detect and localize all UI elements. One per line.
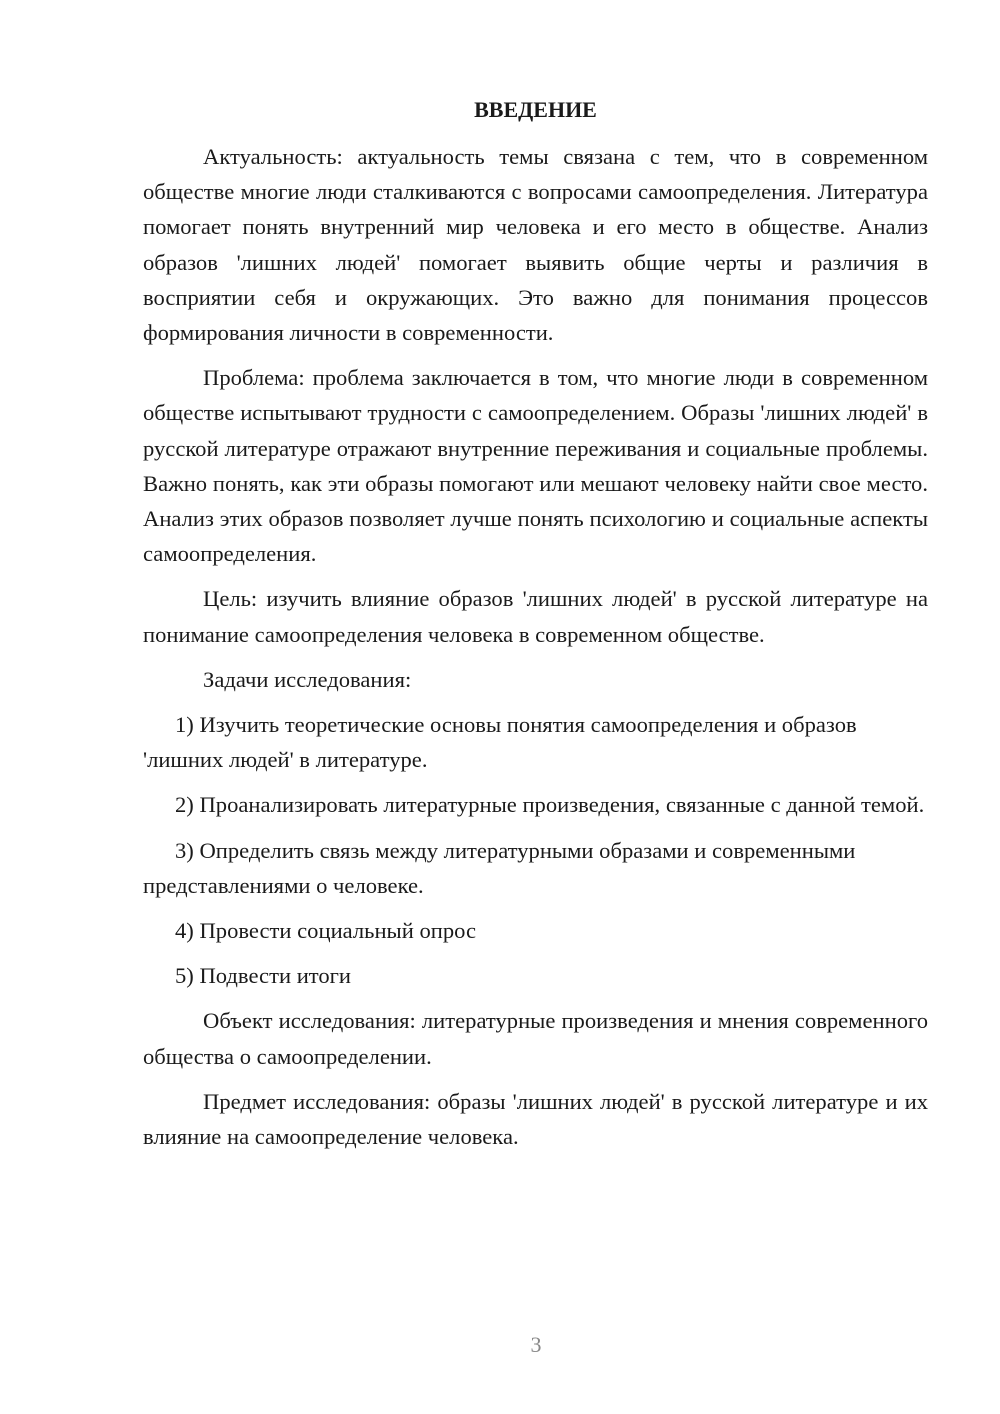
task-item: 4) Провести социальный опрос [175, 918, 477, 944]
paragraph-goal: Цель: изучить влияние образов 'лишних людей' в русской литературе на понимание самоопределения человека в современном обществе. [143, 586, 928, 647]
paragraph-object: Объект исследования: литературные произведения и мнения современного общества о самоопределении. [143, 1008, 928, 1069]
task-item: 3) Определить связь между литературными образами и современными представлениями о человеке. [143, 837, 856, 898]
page-number: 3 [530, 1332, 542, 1357]
paragraph-subject: Предмет исследования: образы 'лишних людей' в русской литературе и их влияние на самоопределение человека. [143, 1088, 928, 1150]
task-item: 2) Проанализировать литературные произведения, связанные с данной темой. [175, 792, 925, 818]
tasks-heading: Задачи исследования: [203, 666, 412, 692]
tasks-list [143, 707, 928, 993]
document-page [143, 92, 928, 1164]
task-item: 5) Подвести итоги [175, 963, 352, 989]
paragraph-problem: Проблема: проблема заключается в том, что многие люди в современном обществе испытывают трудности с самоопределением. Образы 'лишних людей' в русской литературе отражают внутренние переживания и социальные проблемы. Важно понять, как эти образы помогают или мешают человеку найти свое место. Анализ этих образов позволяет лучше понять психологию и социальные аспекты самоопределения. [143, 365, 928, 567]
paragraph-relevance: Актуальность: актуальность темы связана с тем, что в современном обществе многие люди сталкиваются с вопросами самоопределения. Литература помогает понять внутренний мир человека и его место в обществе. Анализ образов 'лишних людей' помогает выявить общие черты и различия в восприятии себя и окружающих. Это важно для понимания процессов формирования личности в современности. [143, 144, 928, 346]
task-item: 1) Изучить теоретические основы понятия самоопределения и образов 'лишних людей' в литературе. [143, 712, 857, 773]
section-title: ВВЕДЕНИЕ [474, 97, 597, 122]
